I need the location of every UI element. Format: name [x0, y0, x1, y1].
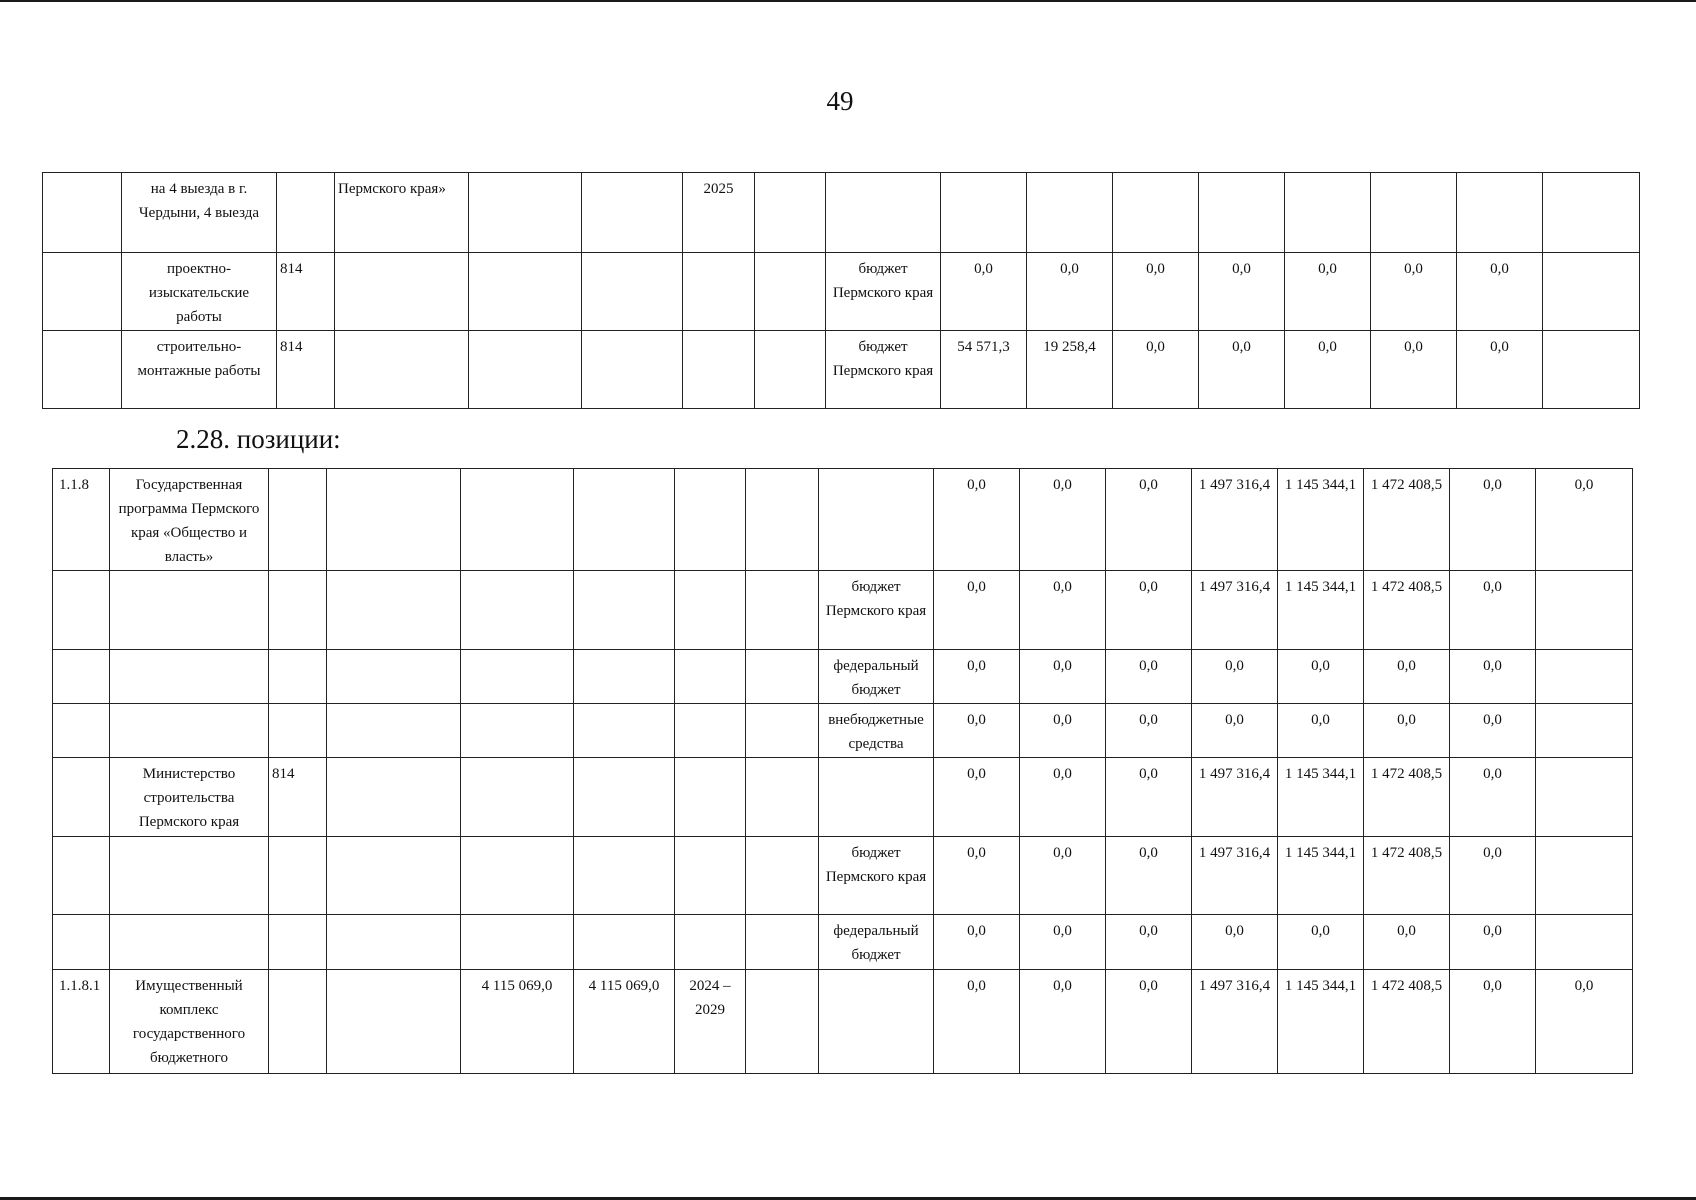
cell-text	[327, 704, 461, 758]
cell-amount: 4 115 069,0	[461, 970, 574, 1074]
cell-number	[53, 704, 110, 758]
cell-value: 0,0	[1199, 253, 1285, 331]
cell-value: 0,0	[934, 469, 1020, 571]
cell-source: бюджет Пермского края	[819, 837, 934, 915]
cell-value	[1536, 704, 1633, 758]
cell-value: 0,0	[1106, 915, 1192, 970]
table-row	[53, 571, 1633, 650]
cell-value: 1 472 408,5	[1364, 758, 1450, 837]
cell-empty	[746, 469, 819, 571]
cell-period	[675, 704, 746, 758]
cell-period	[675, 469, 746, 571]
cell-code	[269, 915, 327, 970]
cell-amount	[461, 837, 574, 915]
table-row	[53, 650, 1633, 704]
cell-number	[53, 915, 110, 970]
cell-value: 0,0	[1457, 331, 1543, 409]
cell-value: 1 472 408,5	[1364, 571, 1450, 650]
cell-amount	[574, 837, 675, 915]
cell-text	[335, 331, 469, 409]
cell-source	[819, 758, 934, 837]
cell-code: 814	[277, 253, 335, 331]
cell-code: 814	[269, 758, 327, 837]
page-number: 49	[826, 86, 854, 116]
table-row	[43, 331, 1640, 409]
cell-value: 0,0	[1027, 253, 1113, 331]
cell-code	[269, 571, 327, 650]
cell-value	[1536, 758, 1633, 837]
cell-value: 0,0	[1020, 650, 1106, 704]
scan-edge-top	[0, 0, 1696, 2]
cell-empty	[746, 704, 819, 758]
cell-name: проектно-изыскательские работы	[122, 253, 277, 331]
cell-value: 0,0	[1285, 253, 1371, 331]
cell-value	[1536, 571, 1633, 650]
cell-number	[53, 650, 110, 704]
cell-value: 1 497 316,4	[1192, 758, 1278, 837]
cell-number	[43, 331, 122, 409]
cell-value: 0,0	[934, 837, 1020, 915]
cell-amount	[461, 704, 574, 758]
cell-text	[327, 837, 461, 915]
cell-text	[327, 571, 461, 650]
cell-value: 1 497 316,4	[1192, 837, 1278, 915]
cell-empty	[755, 253, 826, 331]
cell-empty	[746, 758, 819, 837]
positions-table	[52, 468, 1633, 1074]
cell-text	[327, 758, 461, 837]
cell-value: 0,0	[1106, 650, 1192, 704]
cell-name	[110, 571, 269, 650]
cell-amount	[574, 704, 675, 758]
cell-number	[53, 837, 110, 915]
cell-value	[1457, 173, 1543, 253]
cell-value: 1 145 344,1	[1278, 571, 1364, 650]
cell-source: внебюджетные средства	[819, 704, 934, 758]
cell-value: 54 571,3	[941, 331, 1027, 409]
cell-amount	[461, 915, 574, 970]
cell-number	[53, 758, 110, 837]
cell-amount	[469, 253, 582, 331]
cell-value	[1543, 331, 1640, 409]
cell-text: Пермского края»	[335, 173, 469, 253]
cell-value: 0,0	[1192, 704, 1278, 758]
cell-code	[269, 837, 327, 915]
cell-number: 1.1.8.1	[53, 970, 110, 1074]
cell-number	[53, 571, 110, 650]
table-row	[43, 173, 1640, 253]
cell-period	[675, 915, 746, 970]
cell-value: 0,0	[1106, 704, 1192, 758]
cell-name	[110, 650, 269, 704]
table-row	[53, 469, 1633, 571]
cell-value: 0,0	[1536, 970, 1633, 1074]
cell-value: 0,0	[1278, 704, 1364, 758]
cell-value	[1536, 915, 1633, 970]
cell-period	[675, 837, 746, 915]
cell-value: 1 145 344,1	[1278, 837, 1364, 915]
cell-name	[110, 915, 269, 970]
cell-text	[327, 915, 461, 970]
cell-value	[1543, 173, 1640, 253]
cell-period	[675, 571, 746, 650]
cell-amount	[461, 650, 574, 704]
cell-source: бюджет Пермского края	[826, 331, 941, 409]
cell-value	[1285, 173, 1371, 253]
cell-value: 0,0	[1020, 915, 1106, 970]
cell-value: 0,0	[1192, 915, 1278, 970]
cell-value: 0,0	[1106, 837, 1192, 915]
cell-value	[1113, 173, 1199, 253]
cell-value: 0,0	[1020, 970, 1106, 1074]
table-row	[53, 915, 1633, 970]
cell-name	[110, 704, 269, 758]
cell-value: 0,0	[1450, 469, 1536, 571]
cell-value: 0,0	[1450, 704, 1536, 758]
cell-value: 1 497 316,4	[1192, 970, 1278, 1074]
cell-value: 0,0	[1285, 331, 1371, 409]
cell-value: 0,0	[1020, 758, 1106, 837]
cell-value: 0,0	[934, 970, 1020, 1074]
cell-value: 0,0	[1450, 650, 1536, 704]
cell-name: на 4 выезда в г. Чердыни, 4 выезда	[122, 173, 277, 253]
cell-value: 0,0	[1371, 331, 1457, 409]
cell-amount	[582, 253, 683, 331]
cell-empty	[746, 650, 819, 704]
cell-amount	[582, 173, 683, 253]
cell-source: федеральный бюджет	[819, 915, 934, 970]
cell-amount	[461, 758, 574, 837]
table-row	[43, 253, 1640, 331]
cell-value: 0,0	[1371, 253, 1457, 331]
cell-code	[269, 650, 327, 704]
cell-amount	[574, 571, 675, 650]
cell-number	[43, 253, 122, 331]
cell-period	[683, 253, 755, 331]
cell-code: 814	[277, 331, 335, 409]
cell-value: 0,0	[1457, 253, 1543, 331]
cell-value: 0,0	[1113, 253, 1199, 331]
cell-source	[819, 469, 934, 571]
table-row	[53, 837, 1633, 915]
cell-name: Министерство строительства Пермского края	[110, 758, 269, 837]
cell-value: 0,0	[1450, 571, 1536, 650]
cell-code	[277, 173, 335, 253]
cell-value: 0,0	[1020, 571, 1106, 650]
cell-code	[269, 970, 327, 1074]
cell-empty	[746, 837, 819, 915]
table-row	[53, 758, 1633, 837]
cell-value: 0,0	[1106, 571, 1192, 650]
cell-empty	[755, 173, 826, 253]
cell-value: 0,0	[1364, 650, 1450, 704]
cell-value: 0,0	[1199, 331, 1285, 409]
cell-value	[1027, 173, 1113, 253]
cell-period	[675, 650, 746, 704]
cell-source	[819, 970, 934, 1074]
cell-value: 0,0	[1020, 469, 1106, 571]
cell-empty	[746, 571, 819, 650]
cell-amount: 4 115 069,0	[574, 970, 675, 1074]
cell-value: 0,0	[1450, 915, 1536, 970]
cell-amount	[574, 758, 675, 837]
cell-value: 0,0	[1020, 704, 1106, 758]
cell-empty	[755, 331, 826, 409]
cell-value: 1 472 408,5	[1364, 469, 1450, 571]
cell-value	[1536, 837, 1633, 915]
section-heading: 2.28. позиции:	[176, 424, 341, 454]
cell-value: 0,0	[1106, 758, 1192, 837]
cell-code	[269, 704, 327, 758]
cell-value	[1543, 253, 1640, 331]
cell-amount	[461, 469, 574, 571]
cell-value	[1536, 650, 1633, 704]
cell-value: 0,0	[934, 704, 1020, 758]
cell-value: 0,0	[1106, 970, 1192, 1074]
cell-amount	[574, 915, 675, 970]
table-row	[53, 970, 1633, 1074]
cell-code	[269, 469, 327, 571]
cell-amount	[469, 173, 582, 253]
cell-empty	[746, 970, 819, 1074]
cell-value	[1371, 173, 1457, 253]
cell-source: бюджет Пермского края	[819, 571, 934, 650]
cell-value: 0,0	[1278, 915, 1364, 970]
cell-text	[327, 469, 461, 571]
cell-name	[110, 837, 269, 915]
cell-value: 1 472 408,5	[1364, 837, 1450, 915]
cell-value: 1 145 344,1	[1278, 469, 1364, 571]
cell-amount	[574, 650, 675, 704]
cell-value: 0,0	[941, 253, 1027, 331]
cell-value: 1 472 408,5	[1364, 970, 1450, 1074]
cell-value	[941, 173, 1027, 253]
cell-value: 0,0	[1450, 837, 1536, 915]
cell-amount	[469, 331, 582, 409]
cell-text	[335, 253, 469, 331]
cell-period	[675, 758, 746, 837]
continuation-table	[42, 172, 1640, 409]
cell-number: 1.1.8	[53, 469, 110, 571]
cell-value: 1 497 316,4	[1192, 571, 1278, 650]
cell-value: 0,0	[1450, 758, 1536, 837]
cell-amount	[461, 571, 574, 650]
cell-name: Государственная программа Пермского края «Общество и власть»	[110, 469, 269, 571]
cell-source	[826, 173, 941, 253]
cell-value: 0,0	[1113, 331, 1199, 409]
cell-source: бюджет Пермского края	[826, 253, 941, 331]
cell-value: 19 258,4	[1027, 331, 1113, 409]
cell-empty	[746, 915, 819, 970]
cell-amount	[582, 331, 683, 409]
cell-text	[327, 650, 461, 704]
cell-value: 0,0	[1364, 915, 1450, 970]
cell-value: 0,0	[934, 650, 1020, 704]
cell-value: 0,0	[1364, 704, 1450, 758]
cell-value: 0,0	[1192, 650, 1278, 704]
cell-value: 0,0	[1536, 469, 1633, 571]
cell-value: 0,0	[1020, 837, 1106, 915]
cell-text	[327, 970, 461, 1074]
cell-value: 0,0	[934, 915, 1020, 970]
cell-period: 2025	[683, 173, 755, 253]
cell-value: 0,0	[934, 571, 1020, 650]
cell-value: 0,0	[934, 758, 1020, 837]
cell-period	[683, 331, 755, 409]
cell-value	[1199, 173, 1285, 253]
cell-value: 1 145 344,1	[1278, 970, 1364, 1074]
cell-period: 2024 – 2029	[675, 970, 746, 1074]
cell-name: строительно-монтажные работы	[122, 331, 277, 409]
cell-value: 1 145 344,1	[1278, 758, 1364, 837]
cell-source: федеральный бюджет	[819, 650, 934, 704]
cell-value: 0,0	[1106, 469, 1192, 571]
cell-value: 0,0	[1450, 970, 1536, 1074]
cell-amount	[574, 469, 675, 571]
cell-value: 0,0	[1278, 650, 1364, 704]
cell-name: Имущественный комплекс государственного бюджетного	[110, 970, 269, 1074]
cell-number	[43, 173, 122, 253]
cell-value: 1 497 316,4	[1192, 469, 1278, 571]
table-row	[53, 704, 1633, 758]
